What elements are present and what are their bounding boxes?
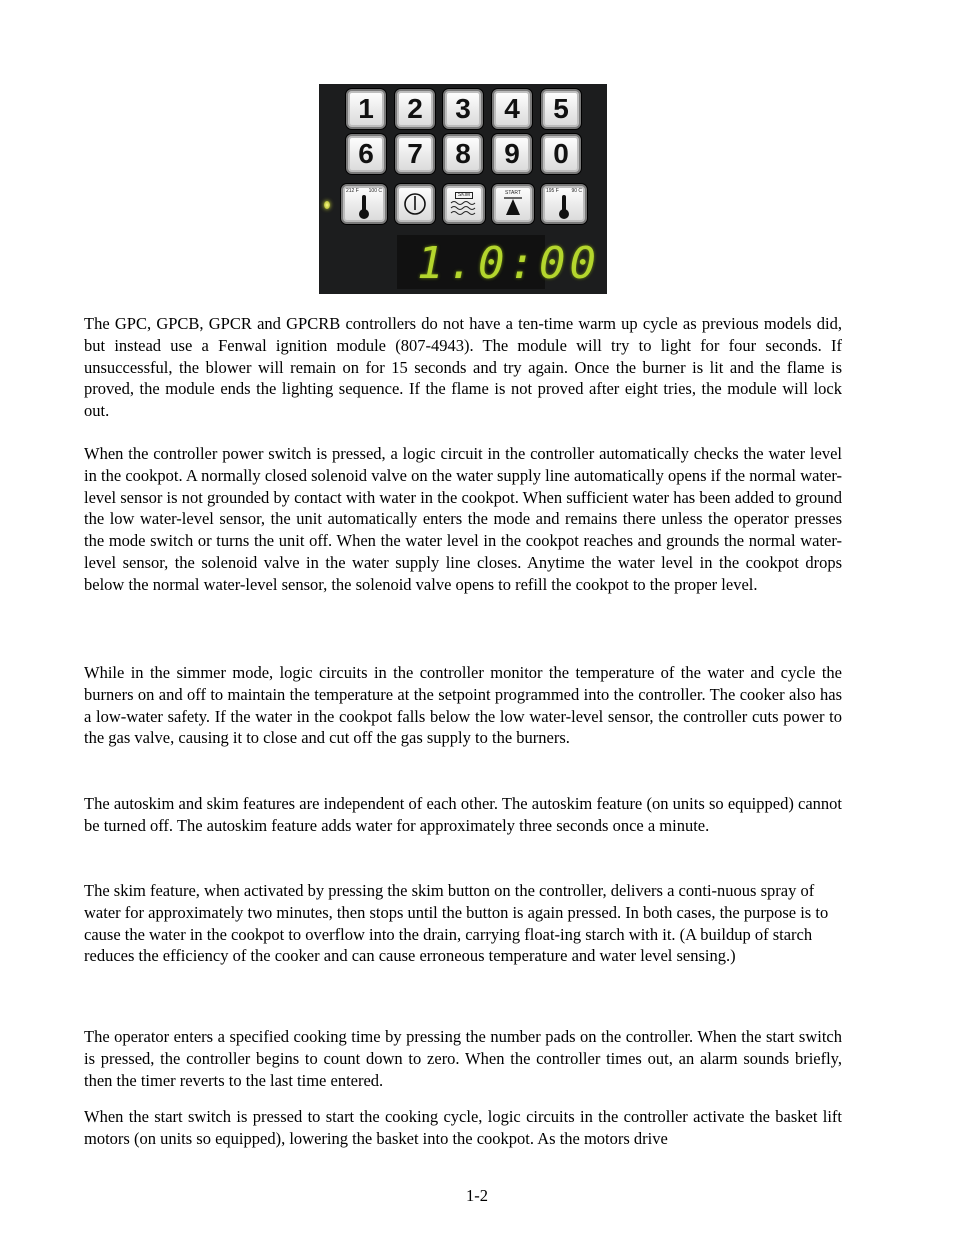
- boil-key: [341, 184, 387, 224]
- key-2: [395, 89, 435, 129]
- start-key: [492, 184, 534, 224]
- key-label: 7: [407, 138, 423, 169]
- skim-label: SKIM: [455, 192, 473, 199]
- key-1: [346, 89, 386, 129]
- boil-celsius-label: 100 C: [368, 187, 382, 194]
- start-icon: [502, 196, 524, 218]
- key-7: [395, 134, 435, 174]
- thermometer-icon: [558, 194, 570, 220]
- page-number: 1-2: [466, 1186, 488, 1205]
- key-label: 5: [553, 93, 569, 124]
- key-label: 2: [407, 93, 423, 124]
- simmer-fahrenheit-label: 195 F: [546, 187, 559, 194]
- simmer-celsius-label: 90 C: [571, 187, 582, 194]
- key-label: 1: [358, 93, 374, 124]
- key-0: [541, 134, 581, 174]
- key-4: [492, 89, 532, 129]
- key-6: [346, 134, 386, 174]
- key-label: 8: [455, 138, 471, 169]
- boil-fahrenheit-label: 212 F: [346, 187, 359, 194]
- key-8: [443, 134, 483, 174]
- status-led: [324, 201, 330, 209]
- key-label: 0: [553, 138, 569, 169]
- paragraph-power-switch: When the controller power switch is pressed, a logic circuit in the controller automatically checks the water level in the cookpot. A normally closed solenoid valve on the water supply line automatically opens if the normal water-level sensor is not grounded by contact with water in the cookpot. When sufficient water has been added to ground the low water-level sensor, the unit automatically enters the mode and remains there unless the operator presses the mode switch or turns the unit off. When the water level in the cookpot reaches and grounds the normal water-level sensor, the solenoid valve in the water supply line closes. Anytime the water level in the cookpot drops below the normal water-level sensor, the solenoid valve opens to refill the cookpot to the proper level.: [84, 444, 842, 594]
- simmer-key: [541, 184, 587, 224]
- key-3: [443, 89, 483, 129]
- key-9: [492, 134, 532, 174]
- start-label: START: [505, 189, 521, 196]
- thermometer-icon: [358, 194, 370, 220]
- paragraph-start-switch: When the start switch is pressed to start the cooking cycle, logic circuits in the controller activate the basket lift motors (on units so equipped), lowering the basket into the cookpot. As the motors drive: [84, 1107, 842, 1148]
- skim-key: [443, 184, 485, 224]
- paragraph-skim-feature: The skim feature, when activated by pressing the skim button on the controller, delivers a conti-nuous spray of water for approximately two minutes, then stops until the button is again pressed. In both cases, the purpose is to cause the water in the cookpot to overflow into the drain, carrying float-ing starch with it. (A buildup of starch reduces the efficiency of the cooker and can cause erroneous temperature and water level sensing.): [84, 881, 829, 966]
- paragraph-cooking-time: The operator enters a specified cooking time by pressing the number pads on the controller. When the start switch is pressed, the controller begins to count down to zero. When the controller times out, an alarm sounds briefly, then the timer reverts to the last time entered.: [84, 1027, 842, 1090]
- key-label: 9: [504, 138, 520, 169]
- power-key: [395, 184, 435, 224]
- power-icon: [402, 191, 428, 217]
- key-label: 4: [504, 93, 520, 124]
- controller-keypad-photo: [319, 84, 607, 294]
- key-label: 6: [358, 138, 374, 169]
- key-5: [541, 89, 581, 129]
- skim-icon: [449, 199, 479, 217]
- key-label: 3: [455, 93, 471, 124]
- paragraph-ignition-module: The GPC, GPCB, GPCR and GPCRB controllers do not have a ten-time warm up cycle as previous models did, but instead use a Fenwal ignition module (807-4943). The module will try to light for four seconds. If unsuccessful, the blower will remain on for 15 seconds and try again. Once the burner is lit and the flame is proved, the module ends the lighting sequence. If the flame is not proved after eight tries, the module will lock out.: [84, 314, 842, 421]
- paragraph-simmer-mode: While in the simmer mode, logic circuits in the controller monitor the temperature of the water and cycle the burners on and off to maintain the temperature at the setpoint programmed into the controller. The cooker also has a low-water safety. If the water in the cookpot falls below the low water-level sensor, the controller cuts power to the gas valve, causing it to close and cut off the gas supply to the burners.: [84, 663, 842, 748]
- time-display: 1.0:00: [417, 238, 600, 289]
- paragraph-autoskim: The autoskim and skim features are independent of each other. The autoskim feature (on units so equipped) cannot be turned off. The autoskim feature adds water for approximately three seconds once a minute.: [84, 794, 842, 835]
